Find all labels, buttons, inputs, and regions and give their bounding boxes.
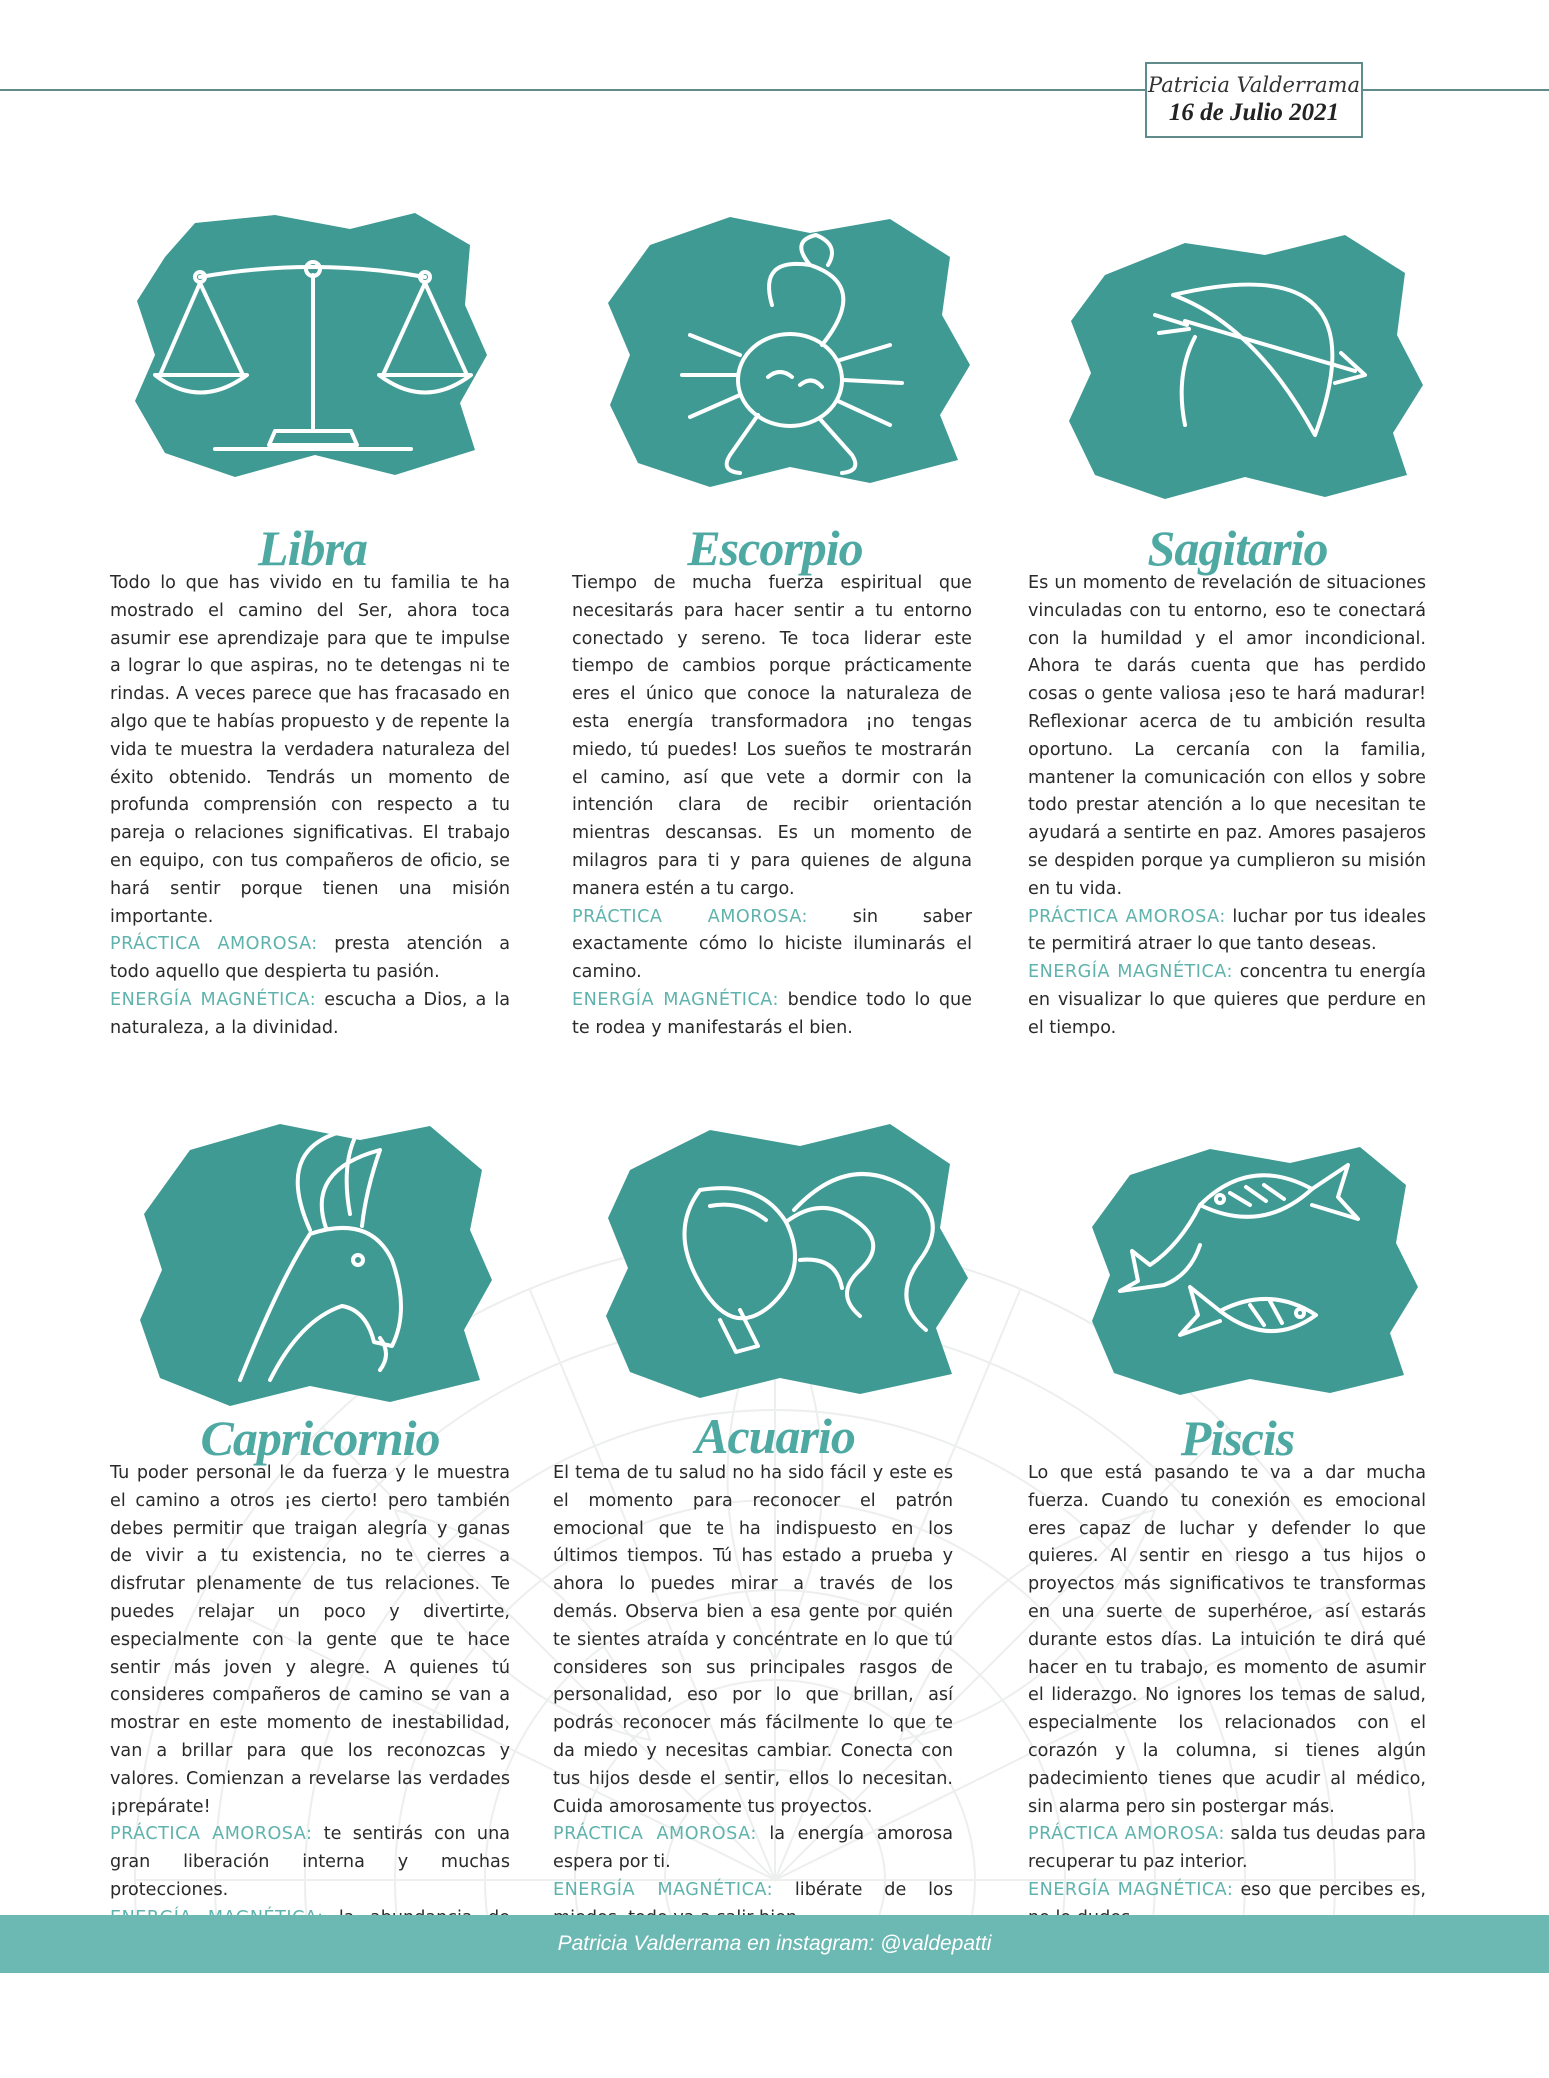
- love-practice-label: PRÁCTICA AMOROSA:: [1028, 1824, 1225, 1845]
- sign-title-capricornio: Capricornio: [200, 1410, 440, 1466]
- love-practice-label: PRÁCTICA AMOROSA:: [553, 1824, 757, 1845]
- sign-title-piscis: Piscis: [1180, 1410, 1295, 1466]
- love-practice-label: PRÁCTICA AMOROSA:: [110, 934, 318, 955]
- sign-body-acuario: [553, 1460, 953, 1933]
- forecast-text: Tiempo de mucha fuerza espiritual que necesitarás para hacer sentir a tu entorno conectado y sereno. Te toca liderar este tiempo de cambios porque prácticamente eres el único que conoce la naturaleza de esta energía transformadora ¡no tengas miedo, tú puedes! Los sueños te mostrarán el camino, así que vete a dormir con la intención clara de recibir orientación mientras descansas. Es un momento de milagros para ti y para quienes de alguna manera estén a tu cargo.: [572, 573, 972, 899]
- magnetic-energy-label: ENERGÍA MAGNÉTICA:: [1028, 1879, 1234, 1900]
- magnetic-energy-text: libérate de los: [794, 1879, 953, 1900]
- magnetic-energy-label: ENERGÍA MAGNÉTICA:: [572, 989, 779, 1010]
- scorpion-icon: [590, 205, 980, 490]
- love-practice-label: PRÁCTICA AMOROSA:: [572, 906, 808, 927]
- sign-body-escorpio: [572, 570, 972, 1043]
- love-practice-text: presta atención a todo aquello que despierta tu pasión.: [110, 934, 511, 983]
- sign-body-capricornio: [110, 1460, 510, 1960]
- love-practice-text: luchar por tus ideales te permitirá atraer lo que tanto deseas.: [1028, 906, 1427, 955]
- publication-date: 16 de Julio 2021: [1168, 99, 1340, 126]
- forecast-text: Es un momento de revelación de situaciones vinculadas con tu entorno, eso te conectará con la humildad y el amor incondicional. Ahora te darás cuenta que has perdido cosas o gente valiosa ¡eso te hará madurar! Reflexionar acerca de tu ambición resulta oportuno. La cercanía con la familia, mantener la comunicación con ellos y sobre todo prestar atención a lo que necesitan te ayudará a sentirte en paz. Amores pasajeros se despiden porque ya cumplieron su misión en tu vida.: [1028, 573, 1426, 899]
- love-practice-text: salda tus deudas para recuperar tu paz interior.: [1028, 1824, 1426, 1873]
- forecast-text: El tema de tu salud no ha sido fácil y este es el momento para reconocer el patrón emocional que te ha indispuesto en los últimos tiempos. Tú has estado a prueba y ahora lo puedes mirar a través de los demás. Observa bien a esa gente por quién te sientes atraída y concéntrate en lo que tú consideres son sus principales rasgos de personalidad, eso por lo que brillan, así podrás reconocer más fácilmente lo que te da miedo y necesitas cambiar. Conecta con tus hijos desde el sentir, ellos lo necesitan. Cuida amorosamente tus proyectos.: [553, 1463, 953, 1817]
- love-practice-text: sin saber exactamente cómo lo hiciste iluminarás el camino.: [572, 906, 972, 983]
- sign-body-sagitario: [1028, 570, 1426, 1043]
- byline-box: [1145, 62, 1363, 138]
- magnetic-energy-label: ENERGÍA MAGNÉTICA:: [1028, 962, 1233, 983]
- two-fish-icon: [1080, 1135, 1420, 1395]
- bow-and-arrow-icon: [1055, 225, 1430, 505]
- magnetic-energy-text: escucha a Dios, a la naturaleza, a la divinidad.: [110, 989, 511, 1038]
- sign-body-libra: [110, 570, 510, 1043]
- love-practice-label: PRÁCTICA AMOROSA:: [110, 1824, 313, 1845]
- forecast-text: Tu poder personal le da fuerza y le muestra el camino a otros ¡es cierto! pero también debes permitir que traigan alegría y ganas de vivir a tu existencia, no te cierres a disfrutar plenamente de tus relaciones. Te puedes relajar un poco y divertirte, especialmente con la gente que te hace sentir más joven y alegre. A quienes tú consideres compañeros de camino se van a mostrar en este momento de inestabilidad, van a brillar para que los reconozcas y valores. Comienzan a revelarse las verdades ¡prepárate!: [110, 1463, 510, 1817]
- sign-title-escorpio: Escorpio: [687, 520, 863, 576]
- forecast-text: Todo lo que has vivido en tu familia te ha mostrado el camino del Ser, ahora toca asumir ese aprendizaje para que te impulse a lograr lo que aspiras, no te detengas ni te rindas. A veces parece que has fracasado en algo que te habías propuesto y de repente la vida te muestra la verdadera naturaleza del éxito obtenido. Tendrás un momento de profunda comprensión con respecto a tu pareja o relaciones significativas. El trabajo en equipo, con tus compañeros de oficio, se hará sentir porque tienen una misión importante.: [110, 573, 510, 927]
- libra-scales-icon: [125, 205, 500, 485]
- footer-banner: Patricia Valderrama en instagram: @valdepatti: [0, 1915, 1549, 1973]
- water-jug-icon: [590, 1110, 980, 1400]
- magnetic-energy-label: ENERGÍA MAGNÉTICA:: [110, 989, 317, 1010]
- sign-title-acuario: Acuario: [695, 1408, 855, 1464]
- author-name: Patricia Valderrama: [1148, 73, 1360, 97]
- magnetic-energy-text: bendice todo lo que te rodea y manifestarás el bien.: [572, 989, 972, 1038]
- sign-title-libra: Libra: [258, 520, 367, 576]
- goat-icon: [130, 1110, 500, 1410]
- sign-title-sagitario: Sagitario: [1147, 520, 1328, 576]
- magnetic-energy-text: concentra tu energía en visualizar lo que quieres que perdure en el tiempo.: [1028, 962, 1426, 1038]
- sign-body-piscis: [1028, 1460, 1426, 1933]
- love-practice-text: te sentirás con una gran liberación interna y muchas protecciones.: [110, 1824, 510, 1900]
- forecast-text: Lo que está pasando te va a dar mucha fuerza. Cuando tu conexión es emocional eres capaz de luchar y defender lo que quieres. Al sentir en riesgo a tus hijos o proyectos más significativos te transformas en una suerte de superhéroe, así estarás durante estos días. La intuición te dirá qué hacer en tu trabajo, es momento de asumir el liderazgo. No ignores los temas de salud, especialmente los relacionados con el corazón y la columna, si tienes algún padecimiento tienes que acudir al médico, sin alarma pero sin postergar más.: [1028, 1463, 1426, 1817]
- magnetic-energy-text: eso que percibes es,: [1240, 1879, 1426, 1900]
- love-practice-label: PRÁCTICA AMOROSA:: [1028, 906, 1226, 927]
- magnetic-energy-label: ENERGÍA MAGNÉTICA:: [553, 1879, 774, 1900]
- love-practice-text: la energía amorosa espera por ti.: [553, 1824, 954, 1873]
